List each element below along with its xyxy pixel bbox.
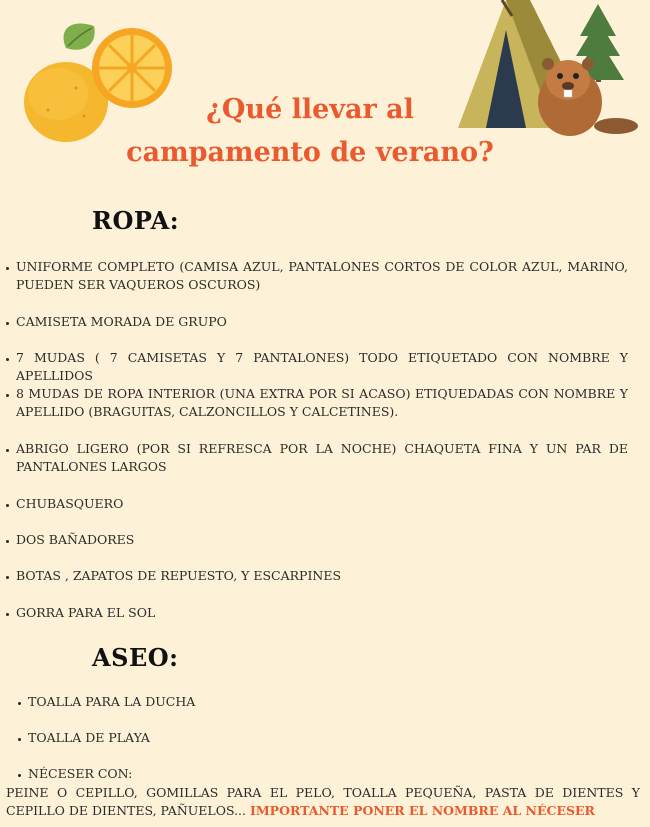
list-item: BOTAS , ZAPATOS DE REPUESTO, Y ESCARPINES bbox=[16, 567, 628, 585]
title-line-2: campamento de verano? bbox=[126, 137, 494, 168]
aseo-heading: ASEO: bbox=[92, 643, 179, 672]
list-item: NÉCESER CON: bbox=[28, 765, 628, 783]
ropa-heading: ROPA: bbox=[92, 206, 180, 235]
leaf-icon bbox=[64, 23, 95, 49]
list-item: CHUBASQUERO bbox=[16, 495, 628, 513]
beaver-icon bbox=[538, 58, 638, 136]
list-item: GORRA PARA EL SOL bbox=[16, 604, 628, 622]
important-note: IMPORTANTE PONER EL NOMBRE AL NÉCESER bbox=[250, 803, 595, 818]
list-item: TOALLA PARA LA DUCHA bbox=[28, 693, 628, 711]
title-line-1: ¿Qué llevar al bbox=[206, 94, 414, 125]
list-item: UNIFORME COMPLETO (CAMISA AZUL, PANTALONES CORTOS DE COLOR AZUL, MARINO, PUEDEN SER VAQUEROS OSCUROS) bbox=[16, 259, 628, 292]
list-item: 7 MUDAS ( 7 CAMISETAS Y 7 PANTALONES) TODO ETIQUETADO CON NOMBRE Y APELLIDOS bbox=[16, 350, 628, 383]
neceser-detail bbox=[6, 784, 640, 820]
list-item: 8 MUDAS DE ROPA INTERIOR (UNA EXTRA POR SI ACASO) ETIQUEDADAS CON NOMBRE Y APELLIDO (BRAGUITAS, CALZONCILLOS Y CALCETINES). bbox=[16, 386, 628, 419]
neceser-contents: PEINE O CEPILLO, GOMILLAS PARA EL PELO, TOALLA PEQUEÑA, PASTA DE DIENTES Y CEPILLO DE DIENTES, PAÑUELOS... bbox=[6, 785, 640, 818]
list-item: ABRIGO LIGERO (POR SI REFRESCA POR LA NOCHE) CHAQUETA FINA Y UN PAR DE PANTALONES LARGOS bbox=[16, 441, 628, 474]
page-title bbox=[100, 88, 520, 174]
list-item: TOALLA DE PLAYA bbox=[28, 729, 628, 747]
list-item: CAMISETA MORADA DE GRUPO bbox=[16, 313, 628, 331]
list-item: DOS BAÑADORES bbox=[16, 531, 628, 549]
